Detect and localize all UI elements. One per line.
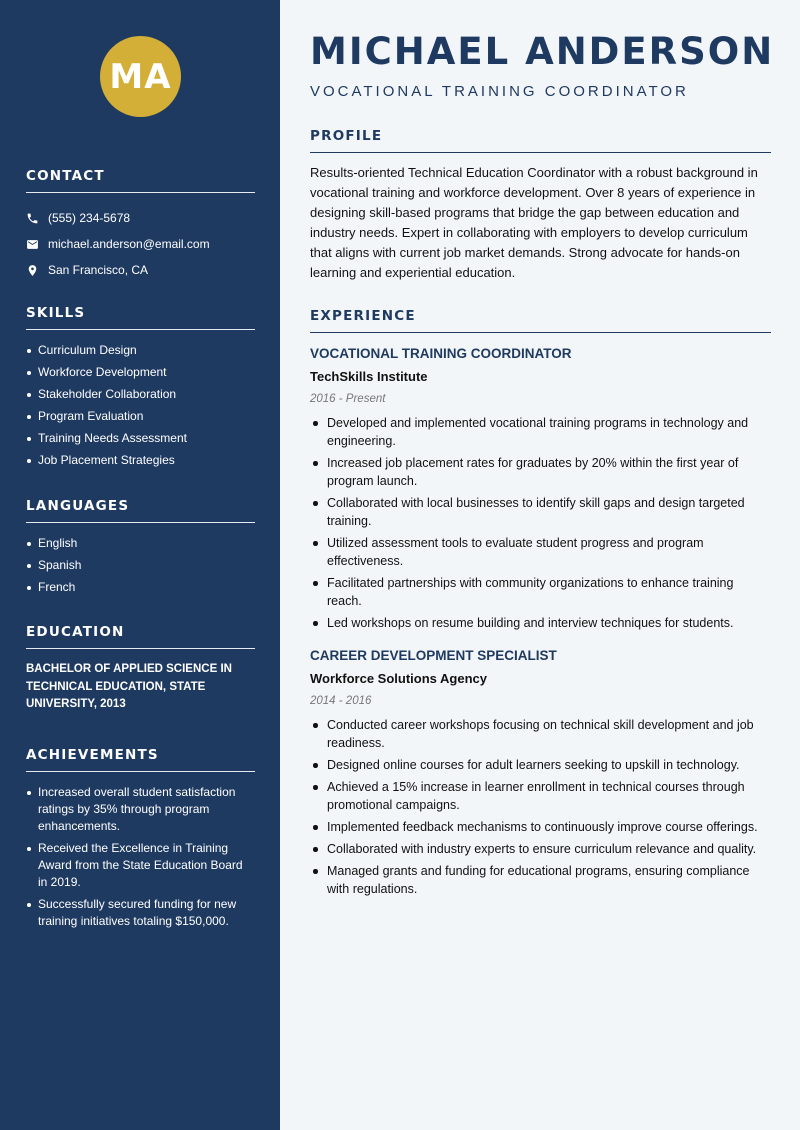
skill-item: Workforce Development <box>26 364 255 381</box>
location-text: San Francisco, CA <box>48 263 149 277</box>
profile-heading: PROFILE <box>310 128 771 153</box>
achievements-section <box>26 747 255 935</box>
achievements-list <box>26 784 255 930</box>
contact-heading: CONTACT <box>26 168 255 193</box>
achievement-item: Successfully secured funding for new training initiatives totaling $150,000. <box>26 896 255 930</box>
achievements-heading: ACHIEVEMENTS <box>26 747 255 772</box>
job-bullet: Achieved a 15% increase in learner enrollment in technical courses through promotional campaigns. <box>310 778 771 814</box>
contact-location <box>26 257 255 283</box>
contact-email <box>26 231 255 257</box>
education-heading: EDUCATION <box>26 624 255 649</box>
profile-section <box>310 128 771 283</box>
skill-item: Program Evaluation <box>26 408 255 425</box>
avatar: MA <box>100 36 181 117</box>
job-bullet: Conducted career workshops focusing on technical skill development and job readiness. <box>310 716 771 752</box>
job-bullets <box>310 716 771 898</box>
mail-icon <box>26 238 39 251</box>
skill-item: Stakeholder Collaboration <box>26 386 255 403</box>
skills-section <box>26 305 255 474</box>
language-item: Spanish <box>26 557 255 574</box>
achievement-item: Received the Excellence in Training Award from the State Education Board in 2019. <box>26 840 255 891</box>
phone-text: (555) 234-5678 <box>48 211 131 225</box>
job-title: VOCATIONAL TRAINING COORDINATOR <box>310 346 572 361</box>
skills-heading: SKILLS <box>26 305 255 330</box>
job-bullets <box>310 414 771 632</box>
languages-list <box>26 535 255 596</box>
job-entry <box>310 648 771 898</box>
job-dates: 2016 - Present <box>310 393 386 405</box>
education-section <box>26 624 255 714</box>
education-degree: BACHELOR OF APPLIED SCIENCE IN TECHNICAL EDUCATION, STATE UNIVERSITY, 2013 <box>26 663 232 710</box>
skill-item: Training Needs Assessment <box>26 430 255 447</box>
experience-heading: EXPERIENCE <box>310 308 771 333</box>
phone-icon <box>26 212 39 225</box>
job-bullet: Increased job placement rates for graduates by 20% within the first year of program launch. <box>310 454 771 490</box>
company-name: TechSkills Institute <box>310 369 428 384</box>
job-bullet: Facilitated partnerships with community organizations to enhance training reach. <box>310 574 771 610</box>
skill-item: Curriculum Design <box>26 342 255 359</box>
job-bullet: Implemented feedback mechanisms to continuously improve course offerings. <box>310 818 771 836</box>
company-name: Workforce Solutions Agency <box>310 671 487 686</box>
job-title: CAREER DEVELOPMENT SPECIALIST <box>310 648 557 663</box>
job-bullet: Utilized assessment tools to evaluate student progress and program effectiveness. <box>310 534 771 570</box>
job-title-header: VOCATIONAL TRAINING COORDINATOR <box>310 83 689 100</box>
job-bullet: Collaborated with industry experts to ensure curriculum relevance and quality. <box>310 840 771 858</box>
sidebar <box>0 0 280 1130</box>
experience-section <box>310 308 771 902</box>
job-bullet: Led workshops on resume building and interview techniques for students. <box>310 614 771 632</box>
profile-text: Results-oriented Technical Education Coordinator with a robust background in vocational training and workforce development. Over 8 years of experience in designing skill-based programs that bridge the gap between education and industry needs. Expert in collaborating with employers to develop curriculum that aligns with current job market demands. Strong advocate for hands-on learning and experiential education. <box>310 165 758 280</box>
candidate-name: MICHAEL ANDERSON <box>310 30 775 73</box>
skills-list <box>26 342 255 469</box>
skill-item: Job Placement Strategies <box>26 452 255 469</box>
job-dates: 2014 - 2016 <box>310 695 372 707</box>
job-bullet: Designed online courses for adult learners seeking to upskill in technology. <box>310 756 771 774</box>
email-text: michael.anderson@email.com <box>48 237 210 251</box>
language-item: English <box>26 535 255 552</box>
location-pin-icon <box>26 264 39 277</box>
language-item: French <box>26 579 255 596</box>
achievement-item: Increased overall student satisfaction ratings by 35% through program enhancements. <box>26 784 255 835</box>
contact-phone <box>26 205 255 231</box>
job-bullet: Developed and implemented vocational training programs in technology and engineering. <box>310 414 771 450</box>
job-bullet: Managed grants and funding for educational programs, ensuring compliance with regulations. <box>310 862 771 898</box>
languages-heading: LANGUAGES <box>26 498 255 523</box>
contact-section <box>26 168 255 283</box>
job-entry <box>310 346 771 632</box>
job-bullet: Collaborated with local businesses to identify skill gaps and design targeted training. <box>310 494 771 530</box>
languages-section <box>26 498 255 601</box>
